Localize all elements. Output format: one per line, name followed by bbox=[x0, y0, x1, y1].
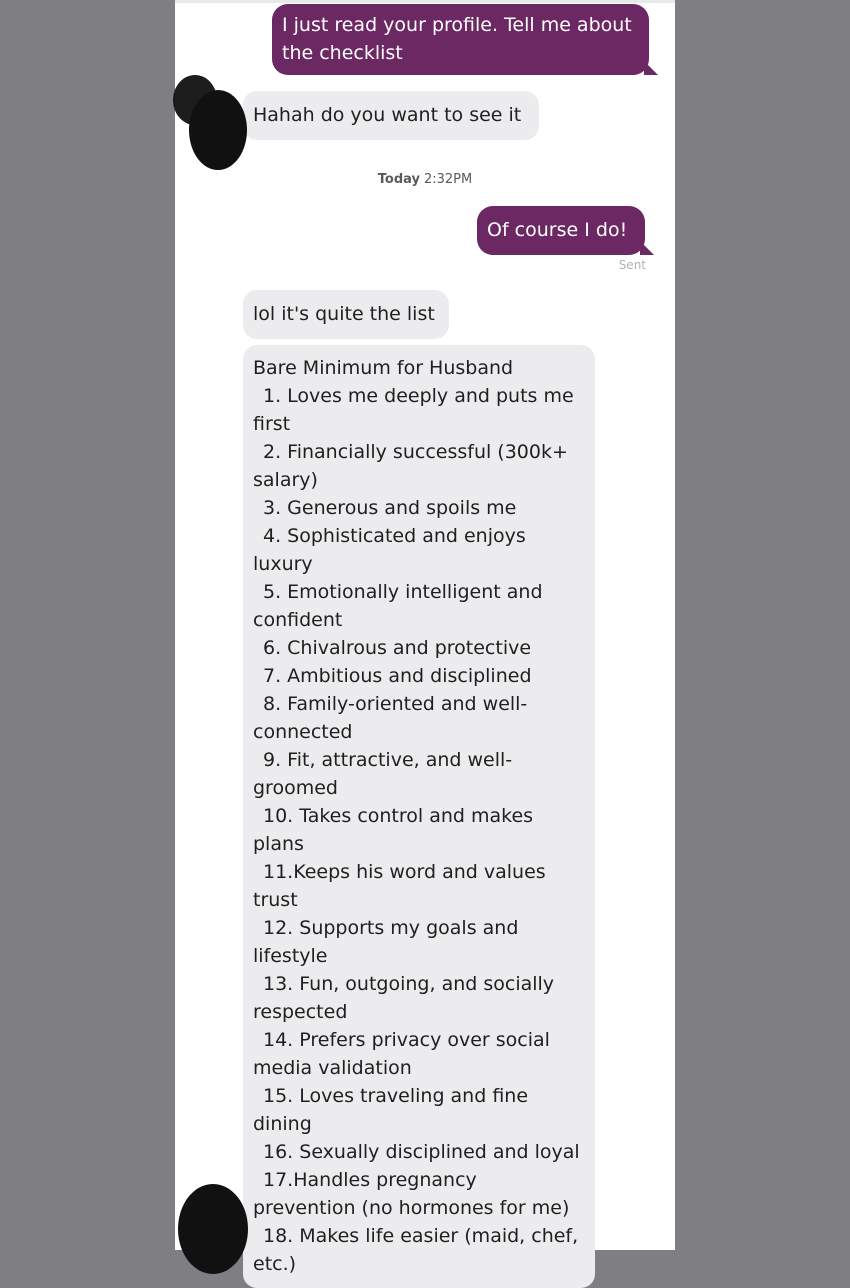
message-text: Of course I do! bbox=[487, 219, 628, 241]
timestamp-time: 2:32PM bbox=[423, 172, 473, 187]
checklist-item: 6. Chivalrous and protective bbox=[263, 637, 532, 659]
checklist-item: 14. Prefers privacy over social media validation bbox=[253, 1029, 550, 1079]
timestamp-day: Today bbox=[377, 172, 420, 187]
avatar[interactable] bbox=[178, 1184, 248, 1274]
avatar[interactable] bbox=[189, 90, 247, 170]
message-timestamp bbox=[175, 172, 675, 187]
incoming-message[interactable] bbox=[243, 91, 539, 140]
checklist-item: 13. Fun, outgoing, and socially respected bbox=[253, 973, 555, 1023]
checklist-item: 5. Emotionally intelligent and confident bbox=[253, 581, 543, 631]
checklist-item: 7. Ambitious and disciplined bbox=[263, 665, 532, 687]
top-divider bbox=[175, 0, 675, 3]
message-text: I just read your profile. Tell me about the checklist bbox=[282, 14, 632, 64]
checklist-item: 15. Loves traveling and fine dining bbox=[253, 1085, 529, 1135]
checklist-item: 17.Handles pregnancy prevention (no hormones for me) bbox=[253, 1169, 570, 1219]
sent-status: Sent bbox=[618, 258, 646, 272]
checklist-item: 2. Financially successful (300k+ salary) bbox=[253, 441, 568, 491]
checklist-item: 1. Loves me deeply and puts me first bbox=[253, 385, 574, 435]
checklist-item: 10. Takes control and makes plans bbox=[253, 805, 534, 855]
checklist-item: 12. Supports my goals and lifestyle bbox=[253, 917, 519, 967]
checklist-item: 3. Generous and spoils me bbox=[263, 497, 517, 519]
checklist-item: 16. Sexually disciplined and loyal bbox=[263, 1141, 580, 1163]
checklist-title: Bare Minimum for Husband bbox=[253, 357, 514, 379]
checklist-item: 8. Family-oriented and well-connected bbox=[253, 693, 528, 743]
outgoing-message[interactable] bbox=[272, 4, 649, 75]
message-text: Hahah do you want to see it bbox=[253, 104, 522, 126]
checklist-item: 18. Makes life easier (maid, chef, etc.) bbox=[253, 1225, 579, 1275]
checklist-message[interactable] bbox=[243, 345, 595, 1288]
message-text: lol it's quite the list bbox=[253, 303, 435, 325]
checklist-item: 11.Keeps his word and values trust bbox=[253, 861, 546, 911]
outgoing-message[interactable] bbox=[477, 206, 645, 255]
checklist-item: 4. Sophisticated and enjoys luxury bbox=[253, 525, 526, 575]
chat-screen bbox=[175, 0, 675, 1275]
incoming-message[interactable] bbox=[243, 290, 449, 339]
checklist-item: 9. Fit, attractive, and well-groomed bbox=[253, 749, 513, 799]
